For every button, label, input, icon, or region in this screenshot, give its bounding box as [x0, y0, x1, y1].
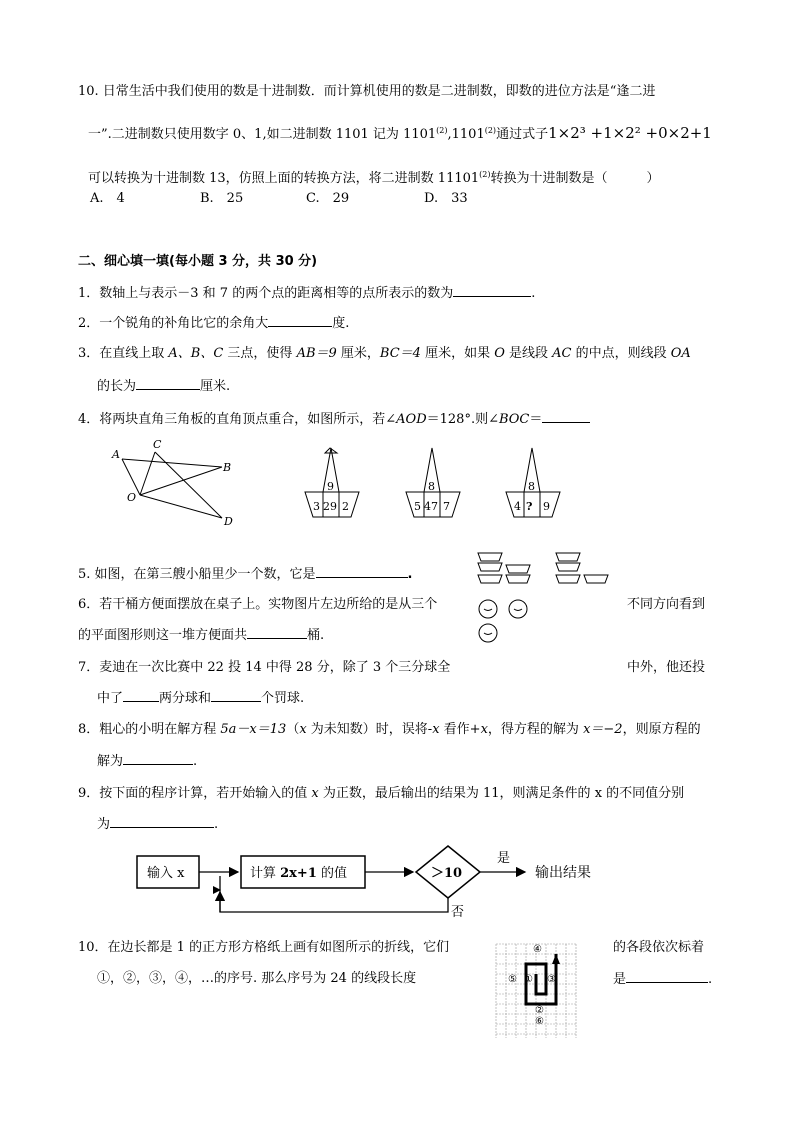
boat-right-number: 7: [443, 500, 450, 513]
answer-blank: [136, 377, 200, 390]
q1: 1．数轴上与表示－3 和 7 的两个点的距离相等的点所表示的数为 .: [78, 286, 536, 301]
q5: 5. 如图，在第三艘小船里少一个数，它是 .: [78, 567, 413, 582]
q1-text: 1．数轴上与表示－3 和 7 的两个点的距离相等的点所表示的数为: [78, 286, 454, 301]
label-b: B: [223, 461, 232, 474]
flow-output: 输出结果: [535, 865, 591, 881]
q10b-line2-end: 是 .: [613, 972, 713, 987]
section2-title: 二、细心填一填(每小题 3 分，共 30 分): [78, 254, 318, 269]
q7-line2: 中了 两分球和 个罚球.: [97, 691, 305, 706]
boat-mid-number: 29: [323, 500, 337, 513]
answer-blank: [316, 565, 408, 578]
program-flowchart: [135, 840, 615, 918]
option-c: C. 29: [306, 191, 350, 206]
flow-yes: 是: [497, 851, 511, 866]
boat-top-number: 8: [528, 480, 535, 493]
grid-polyline-figure: [494, 942, 584, 1040]
q2-text: 2．一个锐角的补角比它的余角大: [78, 316, 269, 331]
grid-label-3: ③: [547, 974, 556, 985]
q10a-line2-text: 一”.二进制数只使用数字 0、1,如二进制数 1101 记为 1101: [88, 127, 437, 142]
answer-blank: [453, 284, 531, 297]
answer-blank: [542, 410, 590, 423]
boat-2: [404, 448, 462, 520]
q3-line1: 3．在直线上取 A、B、C 三点，使得 AB＝9 厘米，BC＝4 厘米，如果 O 是线段 AC 的中点，则线段 OA: [78, 346, 691, 361]
answer-blank: [268, 314, 332, 327]
q9-line1: 9．按下面的程序计算，若开始输入的值 x 为正数，最后输出的结果为 11，则满足条件的 x 的不同值分别: [78, 786, 685, 801]
q10b-line1: 10．在边长都是 1 的正方形方格纸上画有如图所示的折线，它们: [78, 940, 450, 955]
superscript: (2): [436, 126, 448, 135]
noodle-stack-views: [474, 551, 614, 587]
grid-label-2: ②: [535, 1005, 544, 1016]
boat-1: [303, 448, 361, 520]
boat-left-number: 5: [414, 500, 421, 513]
q10a-line3: [88, 166, 660, 188]
boat-right-number: 9: [543, 500, 550, 513]
boat-left-number: 3: [313, 500, 320, 513]
q8-line1: 8．粗心的小明在解方程 5a－x＝13（x 为未知数）时，误将-x 看作+x，得方程的解为 x＝−2，则原方程的: [78, 722, 701, 737]
answer-blank: [626, 970, 708, 983]
q10b-line1-end: 的各段依次标着: [613, 940, 705, 955]
flow-no: 否: [451, 905, 465, 920]
q8-line2: 解为 .: [97, 754, 198, 769]
flow-compute: 计算 2x+1 的值: [250, 866, 348, 881]
q6-line2: 的平面图形则这一堆方便面共 桶.: [78, 628, 325, 643]
q7-line1: 7．麦迪在一次比赛中 22 投 14 中得 28 分，除了 3 个三分球全: [78, 660, 451, 675]
label-c: C: [153, 438, 162, 451]
boat-right-number: 2: [342, 500, 349, 513]
boat-top-number: 8: [428, 480, 435, 493]
option-b: B. 25: [200, 191, 244, 206]
q10a-line1: 10. 日常生活中我们使用的数是十进制数．而计算机使用的数是二进制数，即数的进位方法是“逢二进: [78, 84, 656, 99]
superscript: (2): [479, 170, 491, 179]
boat-left-number: 4: [514, 500, 521, 513]
q10a-line3-post: 转换为十进制数是（ ）: [490, 171, 660, 186]
q10a-line2: [88, 122, 712, 144]
boat-top-number: 9: [327, 480, 334, 493]
label-o: O: [127, 491, 137, 504]
boat-missing-number: ?: [526, 500, 533, 513]
q6-line1: 6．若干桶方便面摆放在桌子上。实物图片左边所给的是从三个: [78, 597, 438, 612]
q10a-line2-mid: ,1101: [447, 127, 485, 142]
grid-label-1: ①: [524, 974, 533, 985]
q9-line2: 为 .: [97, 817, 219, 832]
q10b-line2: ①，②，③，④，…的序号. 那么序号为 24 的线段长度: [97, 971, 417, 986]
grid-label-4: ④: [533, 944, 542, 955]
boat-mid-number: 47: [424, 500, 438, 513]
answer-blank: [123, 752, 193, 765]
triangle-figure: [110, 436, 250, 531]
label-d: D: [224, 515, 233, 528]
q6-line1-end: 不同方向看到: [627, 597, 706, 612]
q2-post: 度.: [332, 316, 350, 331]
superscript: (2): [484, 126, 497, 135]
option-d: D. 33: [424, 191, 468, 206]
answer-blank: [110, 815, 214, 828]
label-a: A: [112, 448, 120, 461]
binary-formula: 1×2³ +1×2² +0×2+1: [548, 124, 712, 142]
q10a-line2-post: 通过式子: [496, 127, 549, 142]
flow-condition: ＞10: [431, 866, 463, 881]
q4: 4．将两块直角三角板的直角顶点重合，如图所示，若∠AOD＝128°.则∠BOC＝: [78, 410, 590, 429]
q7-line1-end: 中外，他还投: [627, 660, 706, 675]
answer-blank: [211, 689, 261, 702]
flow-input: 输入 x: [147, 866, 185, 881]
grid-label-6: ⑥: [535, 1016, 544, 1027]
answer-blank: [123, 689, 159, 702]
q2: [78, 314, 349, 333]
q3-line2: 的长为 厘米.: [97, 379, 231, 394]
boat-3: [504, 448, 562, 520]
grid-label-5: ⑤: [508, 974, 517, 985]
q10a-line3-text: 可以转换为十进制数 13，仿照上面的转换方法，将二进制数 11101: [88, 171, 480, 186]
face-views: [478, 599, 538, 645]
option-a: A. 4: [90, 191, 125, 206]
answer-blank: [247, 626, 307, 639]
